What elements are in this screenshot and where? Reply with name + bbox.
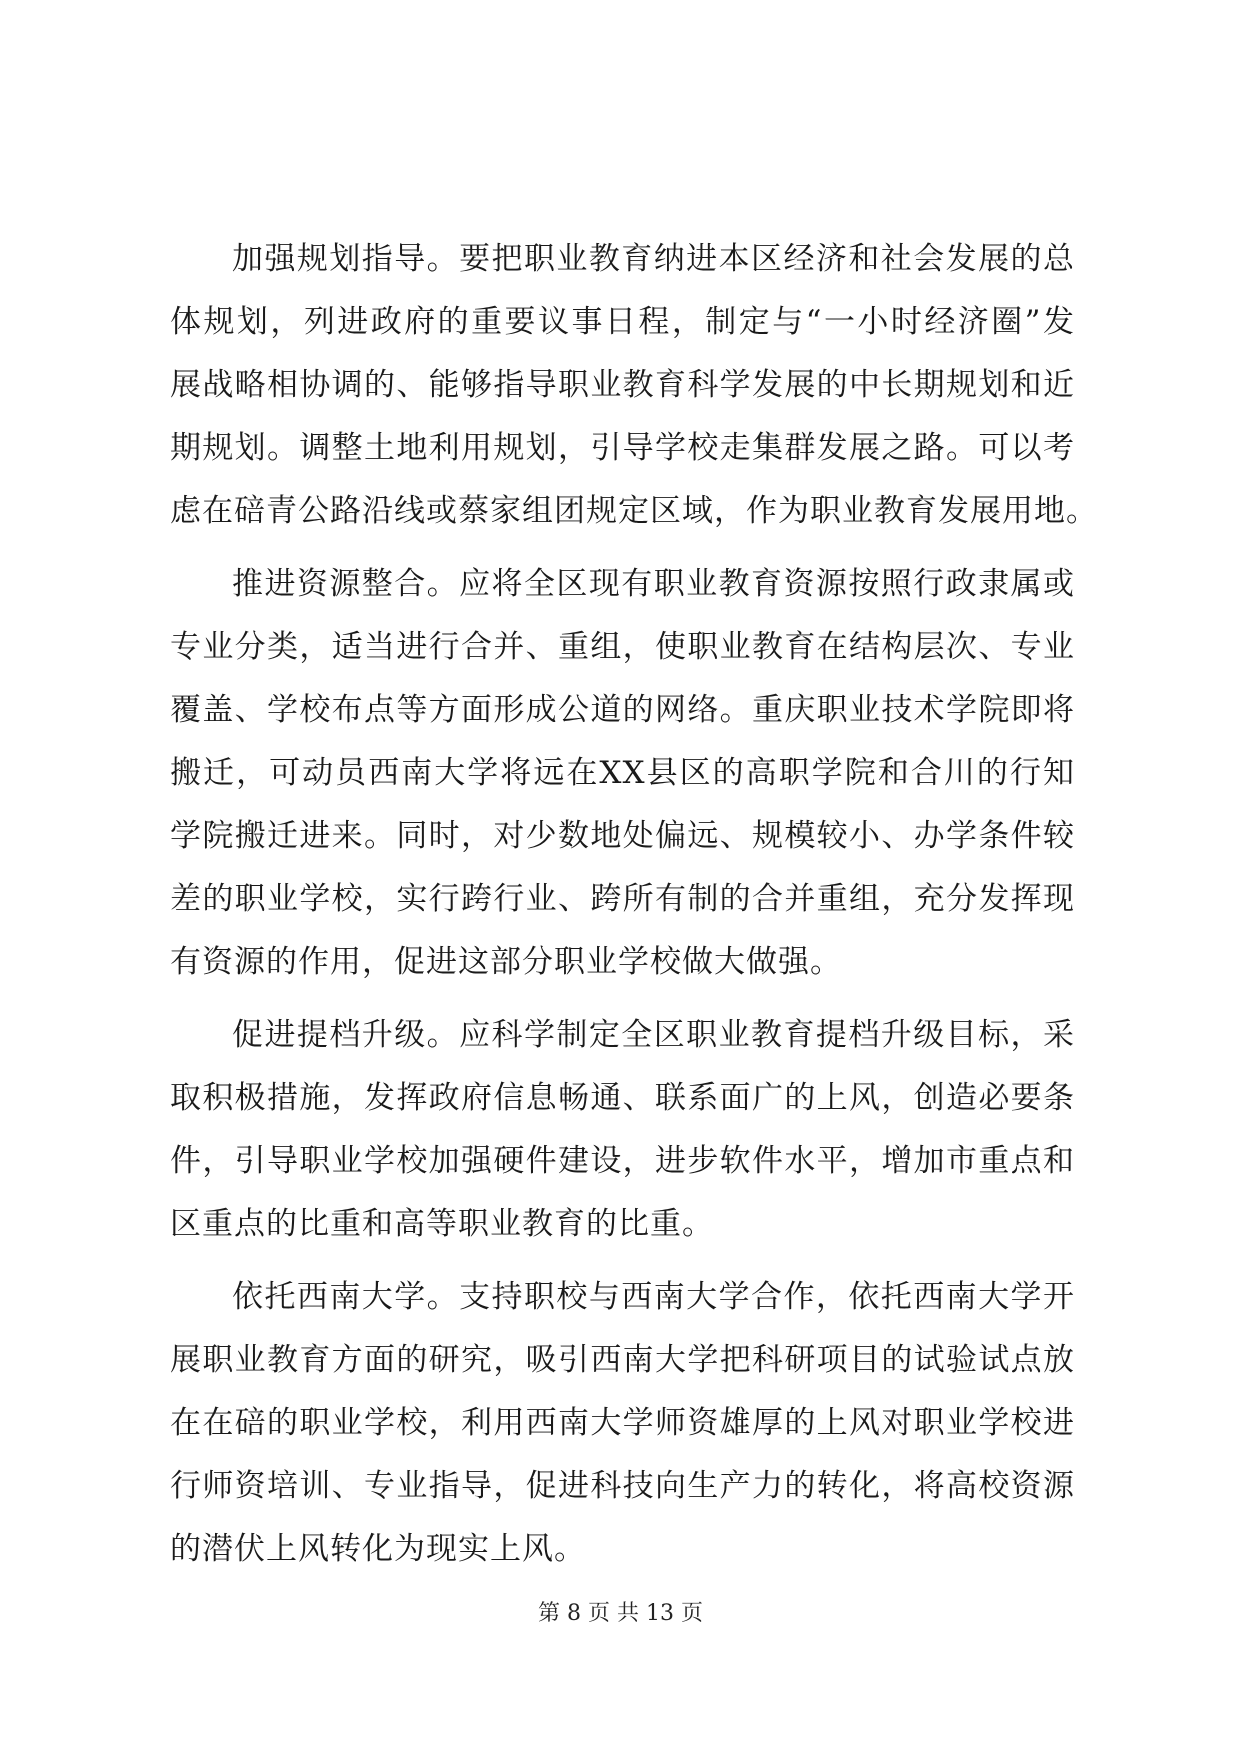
paragraph-upgrade <box>170 1004 1075 1256</box>
paragraph-planning <box>170 228 1098 543</box>
text-line: 促进提档升级。应科学制定全区职业教育提档升级目标，采 <box>232 1017 1075 1053</box>
document-body <box>170 228 1098 1591</box>
paragraph-resource-integration <box>170 553 1075 994</box>
text-line: 行师资培训、专业指导，促进科技向生产力的转化，将高校资源 <box>170 1468 1075 1504</box>
text-line: 依托西南大学。支持职校与西南大学合作，依托西南大学开 <box>232 1279 1075 1315</box>
text-line: 推进资源整合。应将全区现有职业教育资源按照行政隶属或 <box>232 566 1075 602</box>
text-line: 展职业教育方面的研究，吸引西南大学把科研项目的试验试点放 <box>170 1342 1075 1378</box>
text-line: 展战略相协调的、能够指导职业教育科学发展的中长期规划和近 <box>170 367 1075 403</box>
text-line: 覆盖、学校布点等方面形成公道的网络。重庆职业技术学院即将 <box>170 692 1075 728</box>
text-line: 有资源的作用，促进这部分职业学校做大做强。 <box>170 944 842 980</box>
text-line: 取积极措施，发挥政府信息畅通、联系面广的上风，创造必要条 <box>170 1080 1075 1116</box>
text-line: 体规划，列进政府的重要议事日程，制定与“一小时经济圈”发 <box>170 304 1075 340</box>
text-line: 件，引导职业学校加强硬件建设，进步软件水平，增加市重点和 <box>170 1143 1075 1179</box>
text-line: 的潜伏上风转化为现实上风。 <box>170 1531 586 1567</box>
text-line: 学院搬迁进来。同时，对少数地处偏远、规模较小、办学条件较 <box>170 818 1075 854</box>
text-line: 差的职业学校，实行跨行业、跨所有制的合并重组，充分发挥现 <box>170 881 1075 917</box>
text-line: 专业分类，适当进行合并、重组，使职业教育在结构层次、专业 <box>170 629 1075 665</box>
text-line: 加强规划指导。要把职业教育纳进本区经济和社会发展的总 <box>232 241 1075 277</box>
text-line: 区重点的比重和高等职业教育的比重。 <box>170 1206 714 1242</box>
text-line: 在在碚的职业学校，利用西南大学师资雄厚的上风对职业学校进 <box>170 1405 1075 1441</box>
page-footer: 第 8 页 共 13 页 <box>538 1601 703 1626</box>
text-line: 虑在碚青公路沿线或蔡家组团规定区域，作为职业教育发展用地。 <box>170 493 1098 529</box>
text-line: 期规划。调整土地利用规划，引导学校走集群发展之路。可以考 <box>170 430 1075 466</box>
text-line: 搬迁，可动员西南大学将远在XX县区的高职学院和合川的行知 <box>170 755 1075 791</box>
paragraph-southwest-university <box>170 1266 1075 1581</box>
